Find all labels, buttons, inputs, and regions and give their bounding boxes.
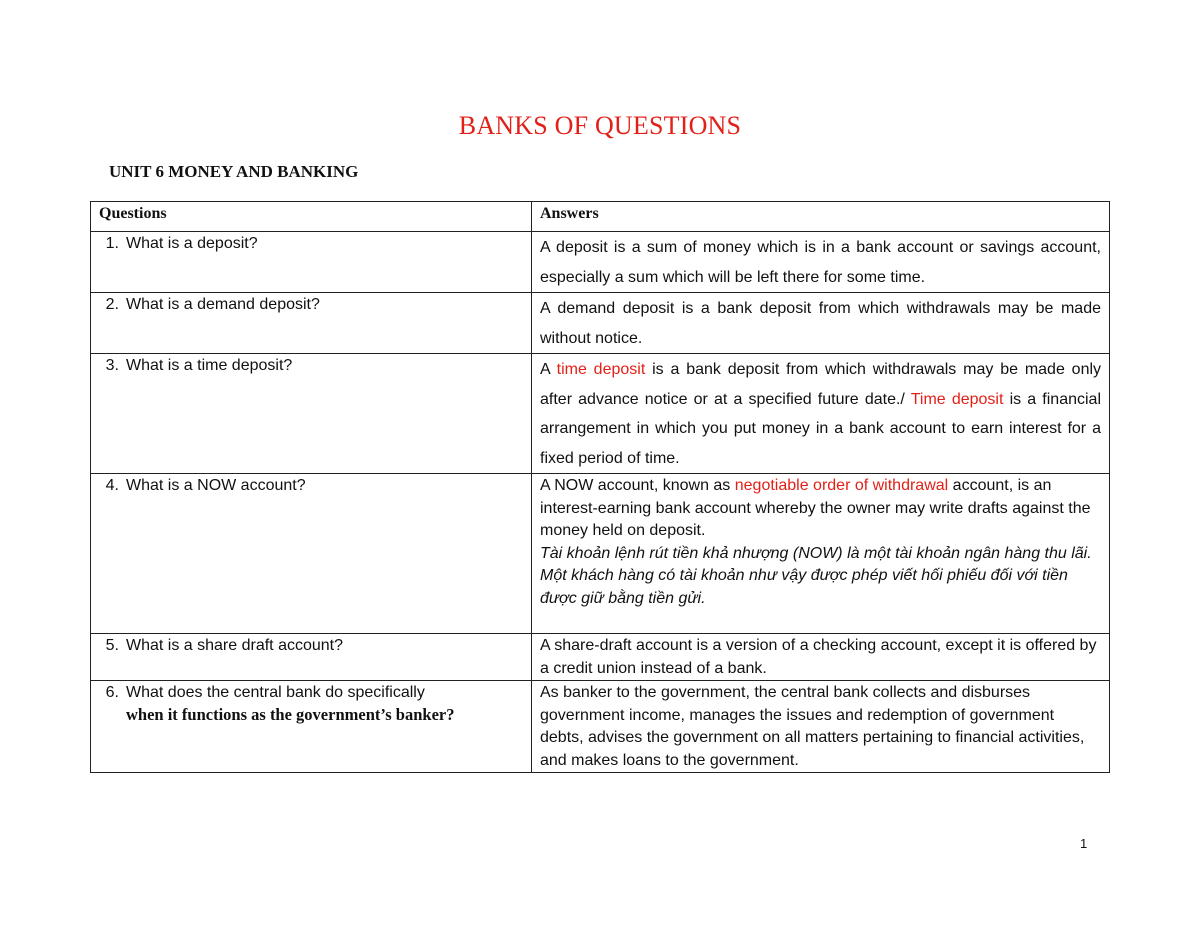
question-text: What is a demand deposit? xyxy=(126,296,320,313)
table-row xyxy=(91,474,1110,634)
page-number: 1 xyxy=(1080,836,1088,851)
question-text: What is a share draft account? xyxy=(126,637,343,654)
table-row xyxy=(91,354,1110,474)
table-row xyxy=(91,293,1110,354)
question-cell xyxy=(91,681,532,773)
question-number: 2. xyxy=(105,296,119,313)
answer-cell: A deposit is a sum of money which is in a bank account or savings account, especially a sum which will be left there for some time. xyxy=(532,232,1110,293)
question-cell xyxy=(91,232,532,293)
questions-table xyxy=(90,201,1110,773)
question-text: What is a deposit? xyxy=(126,235,258,252)
answer-cell: A share-draft account is a version of a checking account, except it is offered by a credit union instead of a bank. xyxy=(532,634,1110,681)
question-text: What does the central bank do specifically xyxy=(126,684,425,701)
question-number: 3. xyxy=(105,357,119,374)
table-row xyxy=(91,681,1110,773)
answer-cell xyxy=(532,474,1110,634)
question-number: 1. xyxy=(105,235,119,252)
question-cell xyxy=(91,634,532,681)
table-row xyxy=(91,634,1110,681)
question-cell xyxy=(91,354,532,474)
question-number: 5. xyxy=(105,637,119,654)
answer-text: A NOW account, known as xyxy=(540,477,735,494)
answer-text: A xyxy=(540,361,557,378)
answer-cell: As banker to the government, the central bank collects and disburses government income, manages the issues and redemption of government debts, advises the government on all matters pertaining to financial activities, and makes loans to the government. xyxy=(532,681,1110,773)
question-text: What is a time deposit? xyxy=(126,357,293,374)
table-header-row xyxy=(91,202,1110,232)
highlighted-term: negotiable order of withdrawal xyxy=(734,477,949,494)
answer-cell xyxy=(532,354,1110,474)
header-answers: Answers xyxy=(532,202,1110,232)
answer-text: account, is an interest-earning bank account whereby the owner may write drafts against the money held on deposit. xyxy=(540,477,1091,539)
question-cell xyxy=(91,293,532,354)
answer-cell: A demand deposit is a bank deposit from which withdrawals may be made without notice. xyxy=(532,293,1110,354)
question-number: 6. xyxy=(105,684,119,701)
document-title: BANKS OF QUESTIONS xyxy=(458,111,742,140)
unit-heading: UNIT 6 MONEY AND BANKING xyxy=(109,162,359,181)
question-text-bold: when it functions as the government’s banker? xyxy=(126,705,455,724)
highlighted-term: Time deposit xyxy=(910,390,1004,408)
question-number: 4. xyxy=(105,477,119,494)
answer-text: is a bank deposit from which withdrawals may be made only after advance notice or at a specified future date./ xyxy=(540,361,1102,408)
question-cell xyxy=(91,474,532,634)
vietnamese-translation: Tài khoản lệnh rút tiền khả nhượng (NOW) là một tài khoản ngân hàng thu lãi. Một khách hàng có tài khoản như vậy được phép viết hối phiếu đối với tiền được giữ bằng tiền gửi. xyxy=(540,544,1092,607)
header-questions: Questions xyxy=(91,202,532,232)
question-text: What is a NOW account? xyxy=(126,477,306,494)
table-row xyxy=(91,232,1110,293)
highlighted-term: time deposit xyxy=(556,361,646,378)
answer-text: is a financial arrangement in which you put money in a bank account to earn interest for a fixed period of time. xyxy=(540,390,1102,467)
